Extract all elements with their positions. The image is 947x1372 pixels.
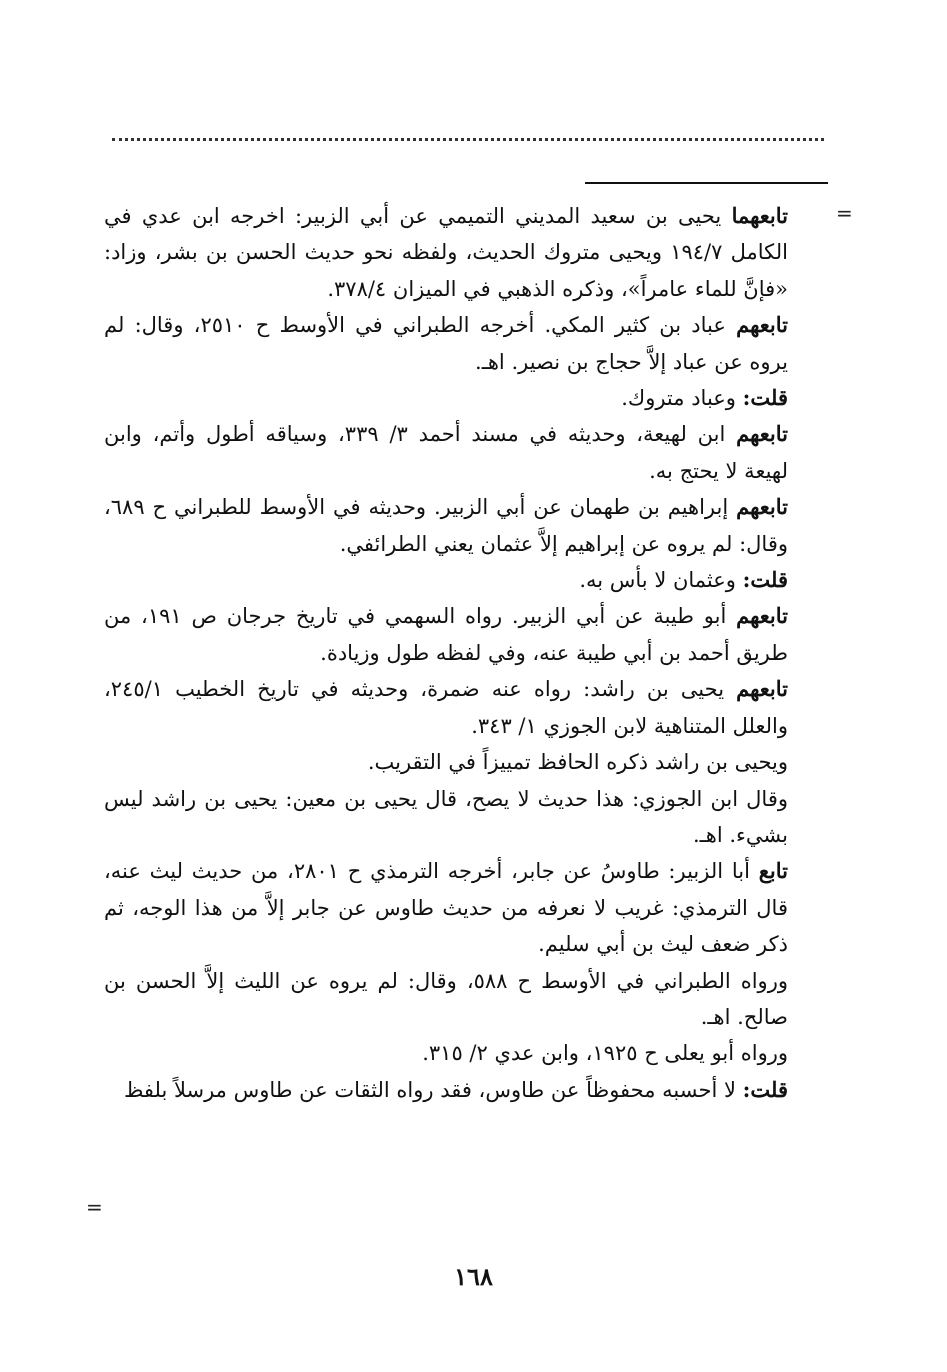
paragraph-text: ورواه أبو يعلى ح ١٩٢٥، وابن عدي ٢/ ٣١٥.	[422, 1041, 788, 1066]
dotted-separator	[112, 138, 824, 141]
paragraph-lead: قلت:	[742, 385, 788, 411]
paragraph	[104, 416, 788, 489]
paragraph-lead: تابعهم	[736, 676, 788, 702]
paragraph-text: يحيى بن راشد: رواه عنه ضمرة، وحديثه في تاريخ الخطيب ٢٤٥/١، والعلل المتناهية لابن الجوزي ١/ ٣٤٣.	[104, 677, 788, 738]
paragraph	[104, 781, 788, 854]
paragraph	[104, 380, 788, 416]
footnote-text	[104, 198, 788, 1108]
paragraph-lead: قلت:	[742, 567, 788, 593]
continuation-mark-top: =	[836, 201, 853, 225]
paragraph	[104, 744, 788, 780]
paragraph-text: عباد بن كثير المكي. أخرجه الطبراني في الأوسط ح ٢٥١٠، وقال: لم يروه عن عباد إلاَّ حجاج بن نصير. اهـ.	[104, 313, 788, 374]
paragraph	[104, 853, 788, 962]
paragraph-text: أبو طيبة عن أبي الزبير. رواه السهمي في تاريخ جرجان ص ١٩١، من طريق أحمد بن أبي طيبة عنه، وفي لفظه طول وزيادة.	[104, 604, 788, 665]
paragraph-text: أبا الزبير: طاوسُ عن جابر، أخرجه الترمذي ح ٢٨٠١، من حديث ليث عنه، قال الترمذي: غريب لا نعرفه من حديث طاوس عن جابر إلاَّ من هذا الوجه، ثم ذكر ضعف ليث بن أبي سليم.	[104, 859, 788, 957]
paragraph	[104, 671, 788, 744]
paragraph-text: لا أحسبه محفوظاً عن طاوس، فقد رواه الثقات عن طاوس مرسلاً بلفظ	[123, 1077, 743, 1102]
paragraph-text: إبراهيم بن طهمان عن أبي الزبير. وحديثه في الأوسط للطبراني ح ٦٨٩، وقال: لم يروه عن إبراهيم إلاَّ عثمان يعني الطرائفي.	[104, 495, 788, 556]
paragraph-text: ويحيى بن راشد ذكره الحافظ تمييزاً في التقريب.	[367, 750, 788, 775]
paragraph	[104, 1035, 788, 1071]
paragraph-lead: تابعهم	[736, 312, 788, 338]
paragraph	[104, 1072, 788, 1108]
paragraph	[104, 562, 788, 598]
paragraph-lead: تابعهم	[736, 421, 788, 447]
page-number: ١٦٨	[454, 1262, 493, 1291]
paragraph-text: وعباد متروك.	[621, 386, 743, 411]
paragraph-text: يحيى بن سعيد المديني التميمي عن أبي الزبير: اخرجه ابن عدي في الكامل ١٩٤/٧ ويحيى متروك الحديث، ولفظه نحو حديث الحسن بن بشر، وزاد: «فإنَّ للماء عامراً»، وذكره الذهبي في الميزان ٣٧٨/٤.	[104, 204, 788, 301]
paragraph-text: ابن لهيعة، وحديثه في مسند أحمد ٣/ ٣٣٩، وسياقه أطول وأتم، وابن لهيعة لا يحتج به.	[104, 422, 788, 483]
paragraph-lead: قلت:	[742, 1076, 788, 1102]
paragraph-lead: تابعهم	[736, 494, 788, 520]
paragraph	[104, 307, 788, 380]
paragraph	[104, 198, 788, 307]
paragraph-text: وعثمان لا بأس به.	[579, 568, 743, 593]
paragraph-lead: تابعهم	[736, 603, 788, 629]
paragraph	[104, 963, 788, 1036]
paragraph-text: ورواه الطبراني في الأوسط ح ٥٨٨، وقال: لم يروه عن الليث إلاَّ الحسن بن صالح. اهـ.	[104, 968, 788, 1029]
paragraph	[104, 489, 788, 562]
footnote-rule	[585, 182, 828, 184]
continuation-mark-bottom: =	[86, 1195, 103, 1219]
paragraph	[104, 598, 788, 671]
paragraph-lead: تابعهما	[731, 203, 788, 228]
paragraph-lead: تابع	[758, 858, 788, 884]
paragraph-text: وقال ابن الجوزي: هذا حديث لا يصح، قال يحيى بن معين: يحيى بن راشد ليس بشيء. اهـ.	[104, 786, 788, 847]
